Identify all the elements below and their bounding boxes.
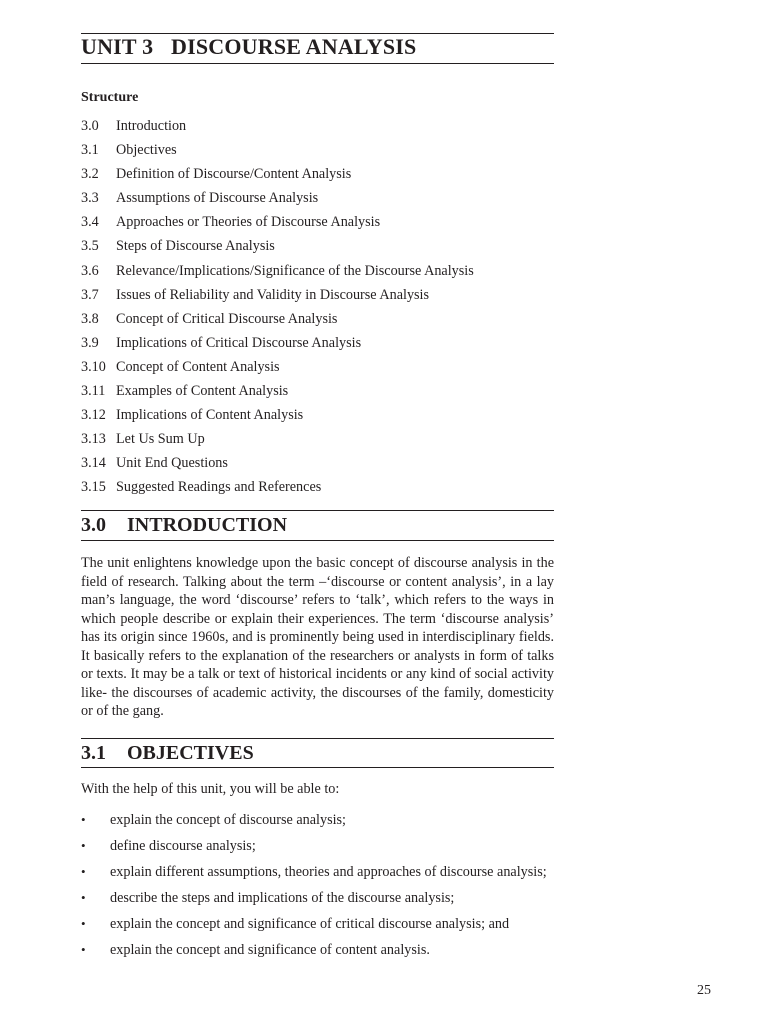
bullet-icon: • [81, 916, 86, 931]
structure-item [81, 262, 561, 286]
objectives-intro: With the help of this unit, you will be able to: [81, 781, 340, 797]
objectives-heading-title: OBJECTIVES [127, 742, 254, 764]
bullet-icon: • [81, 812, 86, 827]
structure-item-number: 3.2 [81, 166, 99, 183]
bullet-icon: • [81, 864, 86, 879]
structure-item-label: Assumptions of Discourse Analysis [116, 190, 319, 207]
structure-list [81, 117, 561, 503]
structure-item-label: Steps of Discourse Analysis [116, 238, 275, 255]
structure-item-label: Introduction [116, 118, 187, 134]
structure-item-label: Concept of Critical Discourse Analysis [116, 310, 338, 327]
objective-item [81, 889, 561, 915]
structure-item [81, 189, 561, 213]
structure-item-number: 3.15 [81, 479, 106, 496]
objectives-list [81, 811, 561, 967]
objective-text: define discourse analysis; [110, 838, 256, 854]
bullet-icon: • [81, 890, 86, 905]
structure-item-label: Unit End Questions [116, 455, 228, 472]
structure-item-label: Definition of Discourse/Content Analysis [116, 166, 352, 183]
structure-item [81, 334, 561, 358]
structure-item-label: Examples of Content Analysis [116, 383, 289, 400]
structure-item-label: Implications of Content Analysis [116, 407, 304, 424]
objective-text: explain the concept and significance of critical discourse analysis; and [110, 916, 510, 932]
structure-item [81, 358, 561, 382]
objectives-top-rule [81, 738, 554, 739]
objective-text: explain different assumptions, theories and approaches of discourse analysis; [110, 864, 547, 880]
objectives-heading [81, 742, 254, 765]
objective-text: explain the concept and significance of content analysis. [110, 942, 430, 958]
objective-item [81, 915, 561, 941]
objective-text: describe the steps and implications of the discourse analysis; [110, 890, 455, 906]
structure-item-number: 3.5 [81, 238, 99, 255]
introduction-heading-title: INTRODUCTION [127, 514, 288, 536]
structure-item [81, 237, 561, 261]
objective-item [81, 863, 561, 889]
structure-item [81, 430, 561, 454]
structure-item-label: Let Us Sum Up [116, 431, 205, 448]
structure-item-number: 3.10 [81, 358, 106, 375]
structure-item-number: 3.1 [81, 142, 99, 159]
introduction-heading [81, 514, 287, 537]
structure-item-number: 3.0 [81, 118, 99, 134]
structure-item [81, 165, 561, 189]
objective-item [81, 837, 561, 863]
structure-item-number: 3.7 [81, 286, 99, 303]
structure-item [81, 213, 561, 237]
structure-item [81, 286, 561, 310]
structure-item [81, 478, 561, 502]
structure-item [81, 141, 561, 165]
page-number: 25 [697, 983, 711, 998]
introduction-bottom-rule [81, 540, 554, 541]
structure-item-number: 3.14 [81, 455, 106, 472]
structure-item-number: 3.12 [81, 407, 106, 424]
structure-item-label: Approaches or Theories of Discourse Analysis [116, 214, 381, 231]
structure-item-number: 3.11 [81, 383, 106, 400]
objective-item [81, 941, 561, 967]
unit-title-text: DISCOURSE ANALYSIS [171, 34, 417, 59]
introduction-heading-number: 3.0 [81, 514, 106, 536]
structure-item-number: 3.8 [81, 310, 99, 327]
structure-item-number: 3.9 [81, 334, 99, 351]
structure-item [81, 454, 561, 478]
structure-item-number: 3.13 [81, 431, 106, 448]
structure-item-number: 3.6 [81, 262, 99, 279]
structure-item [81, 406, 561, 430]
bullet-icon: • [81, 838, 86, 853]
objectives-bottom-rule [81, 767, 554, 768]
structure-item-number: 3.4 [81, 214, 99, 231]
structure-item-label: Suggested Readings and References [116, 479, 322, 496]
unit-number: UNIT 3 [81, 34, 154, 59]
structure-item-label: Objectives [116, 142, 177, 159]
introduction-top-rule [81, 510, 554, 511]
structure-item-number: 3.3 [81, 190, 99, 207]
title-bottom-rule [81, 63, 554, 64]
objective-text: explain the concept of discourse analysis; [110, 812, 346, 828]
structure-item-label: Concept of Content Analysis [116, 358, 280, 375]
structure-item-label: Implications of Critical Discourse Analysis [116, 334, 362, 351]
objectives-heading-number: 3.1 [81, 742, 106, 764]
structure-item [81, 382, 561, 406]
structure-item-label: Issues of Reliability and Validity in Discourse Analysis [116, 286, 430, 303]
structure-item-label: Relevance/Implications/Significance of the Discourse Analysis [116, 262, 474, 279]
bullet-icon: • [81, 942, 86, 957]
objective-item [81, 811, 561, 837]
unit-title [81, 34, 417, 60]
structure-item [81, 310, 561, 334]
structure-item [81, 117, 561, 141]
introduction-paragraph: The unit enlightens knowledge upon the basic concept of discourse analysis in the field of research. Talking about the term –‘discourse or content analysis’, in a lay man’s language, the word ‘discourse’ refers to ‘talk’, which refers to the ways in which people describe or explain their experiences. The term ‘discourse analysis’ has its origin since 1960s, and is prominently being used in interdisciplinary fields. It basically refers to the explanation of the researchers or analysts in form of talks or texts. It may be a talk or text of historical incidents or any kind of social activity like- the discourses of academic activity, the discourses of the family, domesticity or of the gang. [81, 555, 554, 719]
structure-heading: Structure [81, 90, 139, 105]
